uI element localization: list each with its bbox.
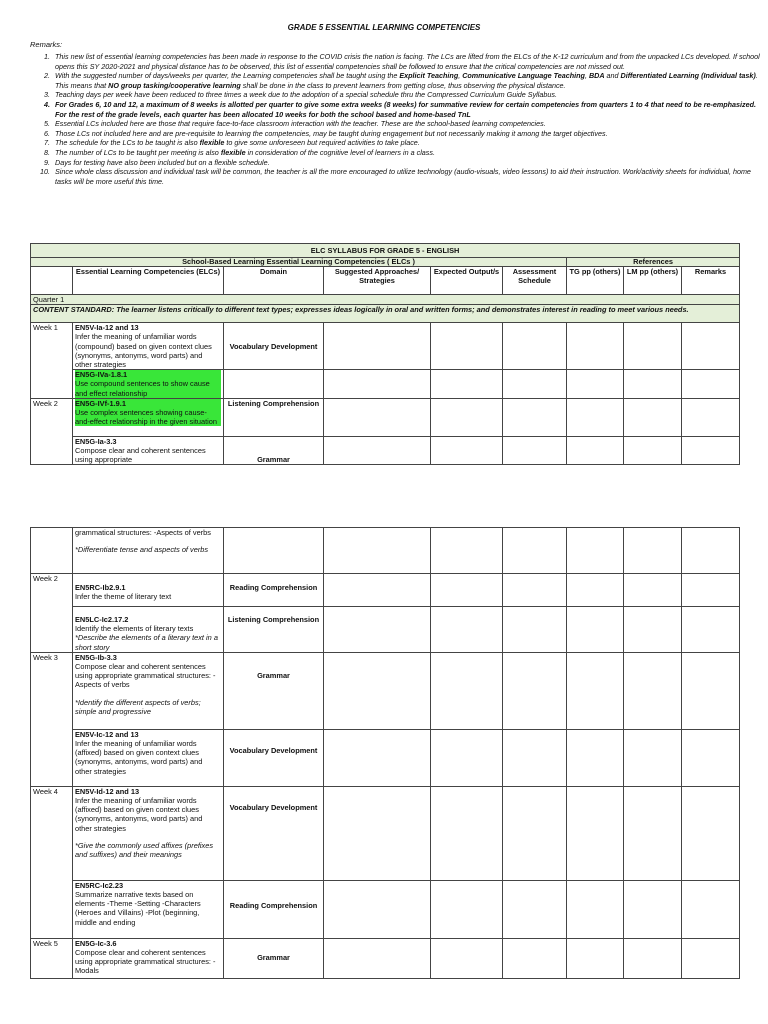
lm-column-header: LM pp (others) [624,267,682,295]
quarter-label: Quarter 1 [31,295,740,305]
competency-code: EN5G-Ib-3.3 [75,652,117,662]
table-row [31,436,740,465]
table-row [31,880,740,938]
competency-text: Compose clear and coherent sentences using appropriate grammatical structures: -Modals [75,948,216,976]
remark-item: 9. Days for testing have also been included but on a flexible schedule. [52,158,762,168]
domain-column-header: Domain [224,267,324,295]
remarks-label: Remarks: [30,40,63,49]
table-row [31,938,740,978]
competency-text: Infer the theme of literary text [75,592,172,602]
competency-text: grammatical structures: -Aspects of verbs [75,528,211,537]
week-cell: Week 4 [31,786,73,938]
week-header [31,267,73,295]
competency-text: Use complex sentences showing cause-and-effect relationship in the given situation [75,408,221,426]
domain-cell: Grammar [224,938,324,978]
competency-note: *Describe the elements of a literary text in a short story [75,633,218,652]
assessment-column-header: Assessment Schedule [503,267,567,295]
week-cell: Week 1 [31,323,73,399]
references-header: References [567,258,740,267]
remarks-list [30,52,762,186]
syllabus-title: ELC SYLLABUS FOR GRADE 5 - ENGLISH [31,244,740,258]
approaches-column-header: Suggested Approaches/ Strategies [324,267,431,295]
competency-code: EN5LC-Ic2.17.2 [75,615,129,624]
tg-column-header: TG pp (others) [567,267,624,295]
remark-item: 7. The schedule for the LCs to be taught is also flexible to give some unforeseen but required activities to take place. [52,138,762,148]
school-based-header: School-Based Learning Essential Learning Competencies ( ELCs ) [31,258,567,267]
competency-text: Infer the meaning of unfamiliar words (affixed) based on given context clues (synonyms, antonyms, word parts) and other strategies [75,796,203,833]
competency-code: EN5G-Ia-3.3 [75,436,117,446]
table-row [31,323,740,370]
remark-item: 6. Those LCs not included here and are pre-requisite to learning the competencies, may be taught during engagement but not necessarily making it among the target objectives. [52,129,762,139]
remark-item: 8. The number of LCs to be taught per meeting is also flexible in consideration of the cognitive level of learners in a class. [52,148,762,158]
competency-text: Identify the elements of literary texts [75,624,194,634]
remark-item: 2. With the suggested number of days/weeks per quarter, the Learning competencies shall be taught using the Explicit Teaching, Communicative Language Teaching, BDA and Differentiated Learning (Individual task). This means that NO group tasking/cooperative learning shall be done in the class to prevent learners from getting close, thus observing the physical distance. [52,71,762,90]
competency-text: Compose clear and coherent sentences using appropriate [75,446,206,465]
competency-text: Summarize narrative texts based on elements -Theme -Setting -Characters (Heroes and Villains) -Plot (beginning, middle and ending [75,890,201,927]
week-cell: Week 2 [31,398,73,465]
competency-code: EN5RC-Ib2.9.1 [75,583,126,592]
content-standard: CONTENT STANDARD: The learner listens critically to different text types; expresses ideas logically in oral and written forms; and demonstrates interest in reading to meet various needs. [31,305,740,323]
competency-code: EN5V-Ic-12 and 13 [75,729,139,739]
elc-column-header: Essential Learning Competencies (ELCs) [73,267,224,295]
table-row [31,786,740,880]
remarks-column-header: Remarks [682,267,740,295]
week-cell: Week 5 [31,938,73,978]
domain-cell: Vocabulary Development [224,323,324,370]
domain-cell: Grammar [224,652,324,729]
elc-syllabus-table [30,243,740,465]
remark-item: 4. For Grades 6, 10 and 12, a maximum of 8 weeks is allotted per quarter to give some extra weeks (8 weeks) for summative review for certain competencies from quarters 1 to 4 that need to be re-emphasized. For the rest of the grade levels, each quarter has been allocated 10 weeks for both the school based and home-based TnL [52,100,762,119]
document-title: GRADE 5 ESSENTIAL LEARNING COMPETENCIES [287,23,481,32]
competency-text: Infer the meaning of unfamiliar words (affixed) based on given context clues (synonyms, antonyms, word parts) and other strategies [75,739,203,776]
table-row [31,574,740,607]
competency-text: Infer the meaning of unfamiliar words (compound) based on given context clues (synonyms, antonyms, word parts) and other strategies [75,332,212,370]
week-cell: Week 3 [31,652,73,786]
competency-code: EN5V-Id-12 and 13 [75,786,140,796]
competency-note: *Identify the different aspects of verbs; simple and progressive [75,697,201,716]
competency-text: Use compound sentences to show cause and effect relationship [75,379,221,397]
table-row [31,528,740,574]
competency-code: EN5G-IVa-1.8.1 [75,370,221,379]
competency-code: EN5RC-Ic2.23 [75,880,124,890]
competency-note: *Give the commonly used affixes (prefixes and suffixes) and their meanings [75,840,214,860]
remark-item: 3. Teaching days per week have been reduced to three times a week due to the adoption of a special schedule thru the Compressed Curriculum Guide Syllabus. [52,90,762,100]
table-row [31,370,740,399]
week-cell: Week 2 [31,574,73,653]
domain-cell: Grammar [224,436,324,465]
domain-cell: Vocabulary Development [224,729,324,786]
elc-syllabus-table-continued [30,527,740,979]
table-row [31,607,740,653]
competency-code: EN5G-IVf-1.9.1 [75,399,221,408]
remark-item: 1. This new list of essential learning competencies has been made in response to the COVID crisis the nation is facing. The LCs are lifted from the ELCs of the K-12 curriculum and from the unpacked LCs developed. If school opens this SY 2020-2021 and physical distance has to be observed, this list of essential competencies shall be followed to ensure that the critical competencies are not missed out. [52,52,762,71]
competency-text: Compose clear and coherent sentences using appropriate grammatical structures: -Aspects of verbs [75,662,216,690]
domain-cell: Reading Comprehension [224,574,324,607]
domain-cell: Reading Comprehension [224,880,324,938]
competency-code: EN5V-Ia-12 and 13 [75,323,139,333]
table-row [31,652,740,729]
table-row [31,729,740,786]
competency-note: *Differentiate tense and aspects of verbs [75,545,209,555]
domain-cell: Vocabulary Development [224,786,324,880]
remark-item: 10. Since whole class discussion and individual task will be common, the teacher is all the more encouraged to utilize technology (audio-visuals, video lessons) to aid their instruction. Work/activity sheets for individual, home tasks will be more useful this time. [52,167,762,186]
table-row [31,398,740,436]
competency-code: EN5G-Ic-3.6 [75,938,117,948]
domain-cell: Listening Comprehension [224,398,324,436]
output-column-header: Expected Output/s [431,267,503,295]
remark-item: 5. Essential LCs included here are those that require face-to-face classroom interaction with the teacher. These are the school-based learning competencies. [52,119,762,129]
domain-cell: Listening Comprehension [224,607,324,653]
